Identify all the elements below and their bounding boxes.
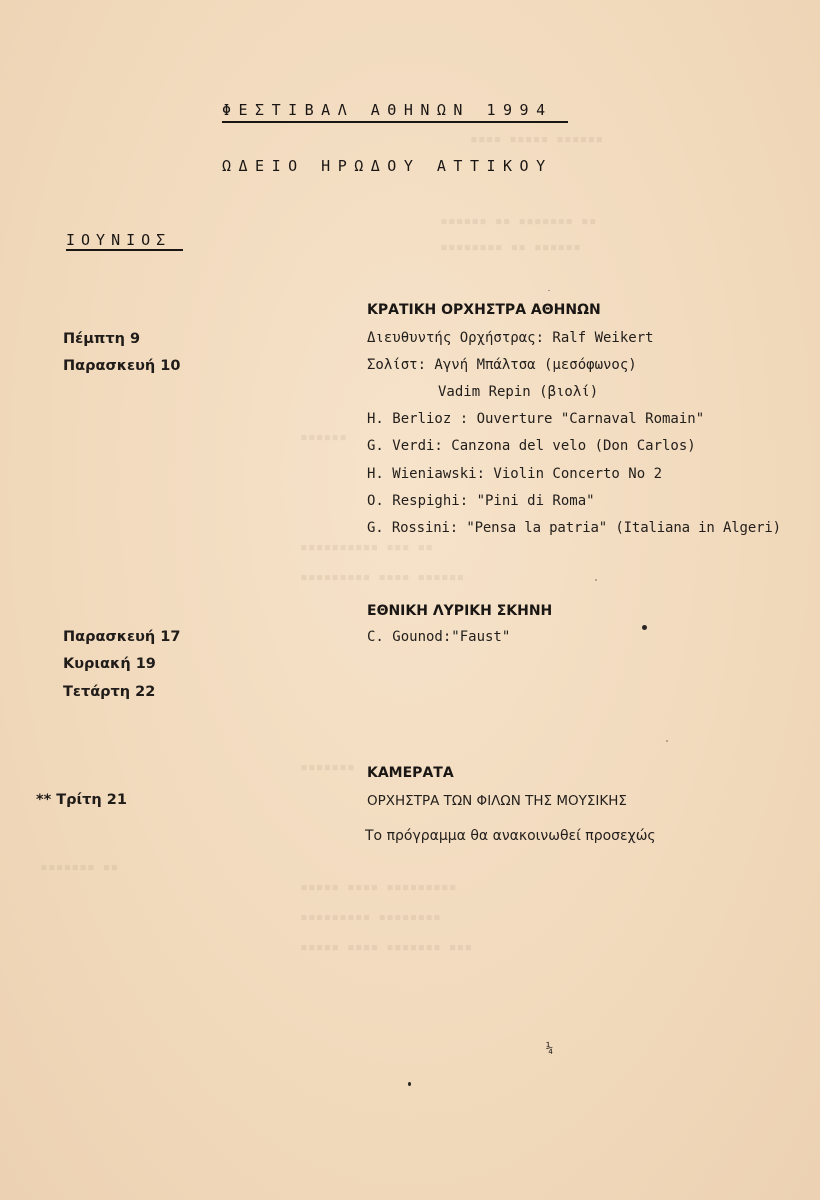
month-underline [66, 249, 183, 251]
event-date: Κυριακή 19 [63, 656, 156, 672]
program-line: Διευθυντής Ορχήστρας: Ralf Weikert [367, 330, 654, 346]
event-date: Πέμπτη 9 [63, 331, 141, 347]
ink-speck [595, 579, 597, 581]
ink-speck [408, 1082, 411, 1086]
bleed-through-mark: ▪▪▪▪▪▪ [300, 430, 347, 445]
ensemble-heading: ΕΘΝΙΚΗ ΛΥΡΙΚΗ ΣΚΗΝΗ [367, 603, 553, 619]
bleed-through-mark: ▪▪▪▪▪▪▪▪▪ ▪▪▪▪▪▪▪▪ [300, 910, 441, 925]
ensemble-heading: ΚΑΜΕΡΑΤΑ [367, 765, 454, 781]
bleed-through-mark: ▪▪▪▪▪▪ ▪▪ ▪▪▪▪▪▪▪ ▪▪ [440, 214, 597, 229]
program-line: G. Rossini: "Pensa la patria" (Italiana in Algeri) [367, 520, 781, 536]
festival-title: ΦΕΣΤΙΒΑΛ ΑΘΗΝΩΝ 1994 [222, 101, 553, 119]
program-line: ΟΡΧΗΣΤΡΑ ΤΩΝ ΦΙΛΩΝ ΤΗΣ ΜΟΥΣΙΚΗΣ [367, 793, 627, 809]
program-line: O. Respighi: "Pini di Roma" [367, 493, 595, 509]
bleed-through-mark: ▪▪▪▪▪▪▪ [300, 760, 355, 775]
ensemble-heading: ΚΡΑΤΙΚΗ ΟΡΧΗΣΤΡΑ ΑΘΗΝΩΝ [367, 302, 601, 318]
venue-title: ΩΔΕΙΟ ΗΡΩΔΟΥ ΑΤΤΙΚΟΥ [222, 157, 553, 175]
program-line: H. Berlioz : Ouverture "Carnaval Romain" [367, 411, 705, 427]
event-date: Τετάρτη 22 [63, 684, 156, 700]
bleed-through-mark: ▪▪▪▪▪ ▪▪▪▪ ▪▪▪▪▪▪▪▪▪ [300, 880, 457, 895]
program-line: Vadim Repin (βιολί) [438, 384, 599, 400]
ink-speck [548, 290, 550, 291]
bleed-through-mark: ▪▪▪▪ ▪▪▪▪▪ ▪▪▪▪▪▪ [470, 132, 604, 147]
program-line: C. Gounod:"Faust" [367, 629, 511, 645]
month-heading: ΙΟΥΝΙΟΣ [66, 231, 172, 249]
program-line: Σολίστ: Αγνή Μπάλτσα (μεσόφωνος) [367, 357, 637, 373]
page-number: ¼ [546, 1041, 554, 1055]
ink-speck [666, 740, 668, 742]
event-date: Παρασκευή 17 [63, 629, 181, 645]
ink-speck [642, 625, 647, 630]
bleed-through-mark: ▪▪▪▪▪▪▪ ▪▪ [40, 860, 119, 875]
program-line: Το πρόγραμμα θα ανακοινωθεί προσεχώς [365, 828, 656, 844]
bleed-through-mark: ▪▪▪▪▪ ▪▪▪▪ ▪▪▪▪▪▪▪ ▪▪▪ [300, 940, 473, 955]
bleed-through-mark: ▪▪▪▪▪▪▪▪ ▪▪ ▪▪▪▪▪▪ [440, 240, 581, 255]
event-date: ** Τρίτη 21 [36, 792, 127, 808]
program-line: H. Wieniawski: Violin Concerto No 2 [367, 466, 663, 482]
program-line: G. Verdi: Canzona del velo (Don Carlos) [367, 438, 696, 454]
bleed-through-mark: ▪▪▪▪▪▪▪▪▪▪ ▪▪▪ ▪▪ [300, 540, 434, 555]
event-date: Παρασκευή 10 [63, 358, 181, 374]
festival-title-underline [222, 121, 568, 123]
bleed-through-mark: ▪▪▪▪▪▪▪▪▪ ▪▪▪▪ ▪▪▪▪▪▪ [300, 570, 465, 585]
